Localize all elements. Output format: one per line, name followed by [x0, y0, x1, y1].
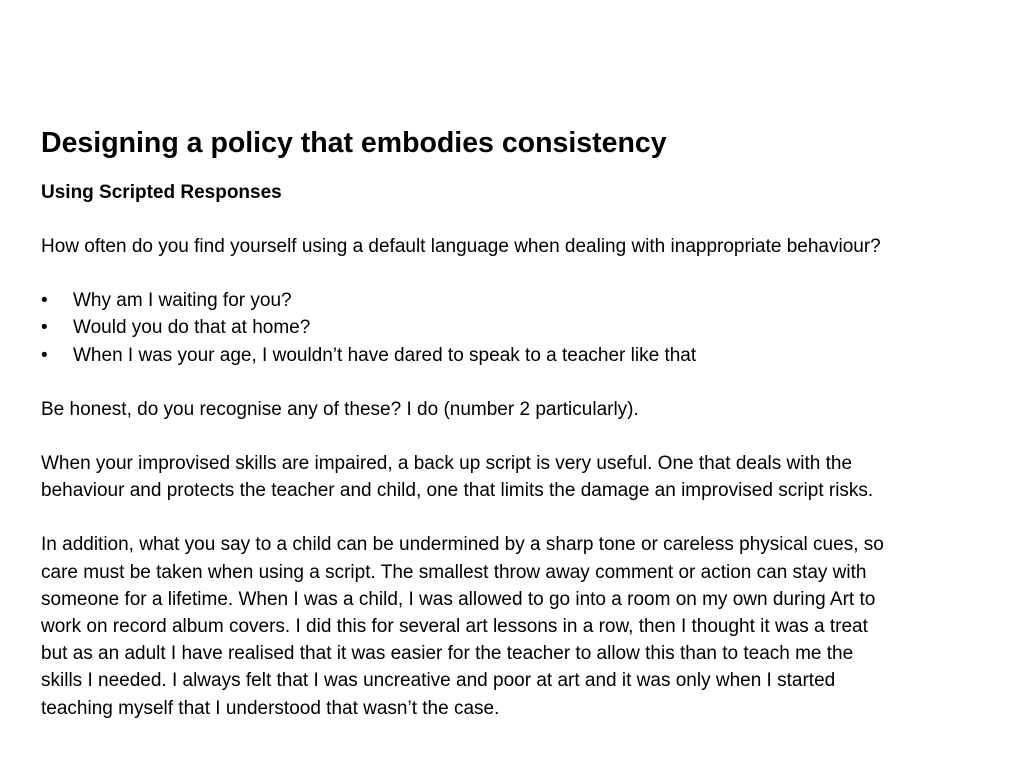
list-item [41, 342, 991, 369]
script-paragraph [41, 450, 991, 504]
paragraph-line: behaviour and protects the teacher and child, one that limits the damage an improvised script risks. [41, 480, 874, 502]
bullet-icon: • [41, 317, 48, 339]
list-item-text: When I was your age, I wouldn’t have dared to speak to a teacher like that [73, 344, 697, 366]
paragraph-line: but as an adult I have realised that it was easier for the teacher to allow this than to teach me the [41, 643, 854, 665]
paragraph-line: teaching myself that I understood that wasn’t the case. [41, 697, 500, 719]
list-item-text: Why am I waiting for you? [73, 290, 292, 312]
paragraph-line: skills I needed. I always felt that I was uncreative and poor at art and it was only when I started [41, 670, 836, 692]
list-item [41, 314, 991, 341]
paragraph-line: someone for a lifetime. When I was a child, I was allowed to go into a room on my own during Art to [41, 588, 876, 610]
paragraph-line: In addition, what you say to a child can be undermined by a sharp tone or careless physical cues, so [41, 534, 884, 556]
bullet-icon: • [41, 344, 48, 366]
addition-paragraph [41, 531, 991, 721]
intro-question: How often do you find yourself using a default language when dealing with inappropriate behaviour? [41, 236, 881, 257]
bullet-icon: • [41, 290, 48, 312]
slide-content [41, 124, 991, 722]
list-item-text: Would you do that at home? [73, 317, 311, 339]
list-item [41, 287, 991, 314]
honesty-paragraph: Be honest, do you recognise any of these? I do (number 2 particularly). [41, 398, 639, 420]
default-phrases-list [41, 287, 991, 369]
slide-title: Designing a policy that embodies consistency [41, 127, 667, 159]
paragraph-line: work on record album covers. I did this for several art lessons in a row, then I thought it was a treat [41, 616, 868, 638]
paragraph-line: care must be taken when using a script. The smallest throw away comment or action can stay with [41, 561, 867, 583]
slide-subtitle: Using Scripted Responses [41, 182, 282, 203]
paragraph-line: When your improvised skills are impaired, a back up script is very useful. One that deals with the [41, 453, 853, 475]
